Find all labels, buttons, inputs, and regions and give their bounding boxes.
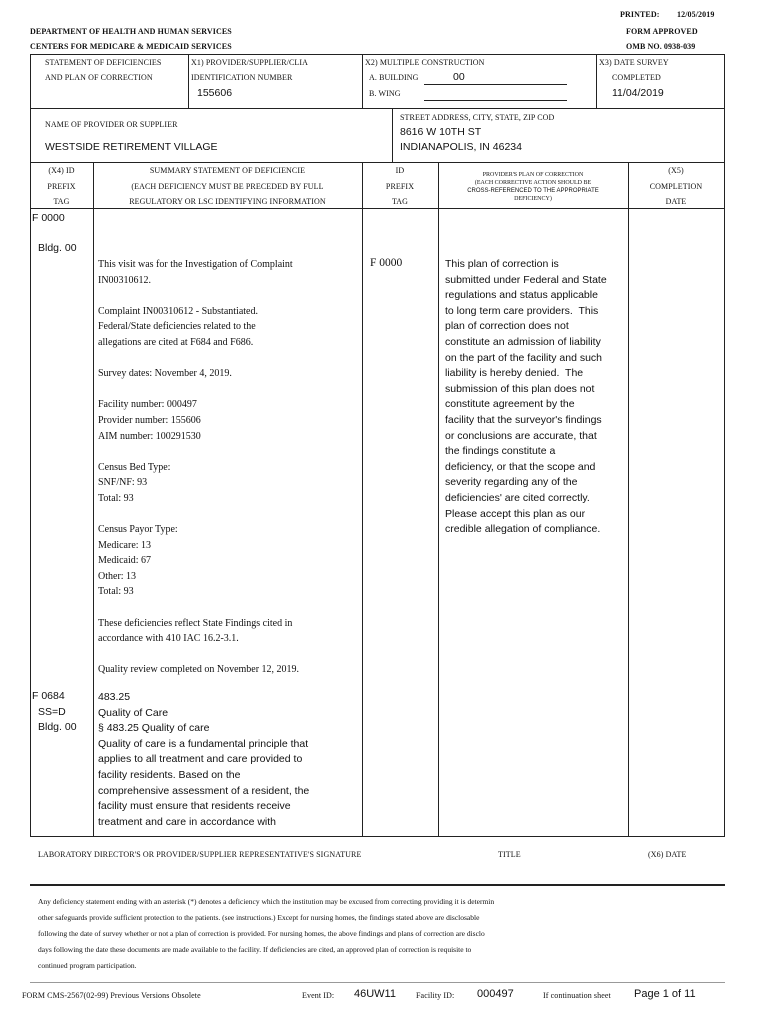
plan-line: submitted under Federal and State xyxy=(445,273,607,286)
plan-line: constitute agreement by the xyxy=(445,398,575,411)
disclaimer-line: Any deficiency statement ending with an asterisk (*) denotes a deficiency which the institution may be excused from correcting providing it is determin xyxy=(38,897,495,906)
plan-header-4: DEFICIENCY) xyxy=(514,196,552,202)
f684-line: Quality of care is a fundamental principle that xyxy=(98,737,309,750)
col-divider-plan xyxy=(438,162,439,836)
id-header-2: PREFIX xyxy=(385,182,415,191)
summary-header-3: REGULATORY OR LSC IDENTIFYING INFORMATION xyxy=(129,197,326,206)
x4-header-2: PREFIX xyxy=(47,182,76,191)
plan-line: or conclusions are accurate, that xyxy=(445,429,597,442)
x2-label: X2) MULTIPLE CONSTRUCTION xyxy=(365,58,485,67)
table-header-bottom-line xyxy=(30,208,725,209)
plan-line: the findings constitute a xyxy=(445,445,556,458)
building-underline xyxy=(424,84,567,85)
event-id-value: 46UW11 xyxy=(354,988,396,1000)
summary-line: Facility number: 000497 xyxy=(98,399,197,411)
x3-divider xyxy=(596,54,597,108)
f684-line: 483.25 xyxy=(98,691,131,703)
plan-tag-f0000: F 0000 xyxy=(370,257,403,269)
plan-line: regulations and status applicable xyxy=(445,289,598,302)
plan-line: plan of correction does not xyxy=(445,320,569,333)
provider-row-left-edge xyxy=(30,108,31,162)
summary-line: This visit was for the Investigation of Complaint xyxy=(98,259,293,270)
f684-line: facility must ensure that residents receive xyxy=(98,800,291,813)
summary-line: Quality review completed on November 12, 2019. xyxy=(98,664,300,676)
col-divider-id xyxy=(362,162,363,836)
col-divider-completion xyxy=(628,162,629,836)
building-value: 00 xyxy=(453,71,465,83)
summary-line: Total: 93 xyxy=(98,586,134,598)
provider-name-label: NAME OF PROVIDER OR SUPPLIER xyxy=(45,120,178,129)
wing-underline xyxy=(424,100,567,101)
department-title: DEPARTMENT OF HEALTH AND HUMAN SERVICES xyxy=(30,27,232,36)
tag-f0684: F 0684 xyxy=(32,690,65,702)
summary-line xyxy=(98,600,299,616)
table-bottom-line xyxy=(30,836,725,837)
table-header-top-line xyxy=(30,162,725,163)
address-line-2: INDIANAPOLIS, IN 46234 xyxy=(400,141,522,153)
f684-line: comprehensive assessment of a resident, the xyxy=(98,784,310,797)
x5-header-2: COMPLETION xyxy=(649,182,703,191)
plan-line: Please accept this plan as our xyxy=(445,507,586,520)
summary-line xyxy=(98,351,299,367)
summary-line: accordance with 410 IAC 16.2-3.1. xyxy=(98,633,239,645)
top-box-left-edge xyxy=(30,54,31,108)
summary-header-1: SUMMARY STATEMENT OF DEFICIENCIE xyxy=(149,166,306,175)
plan-line: This plan of correction is xyxy=(445,258,559,270)
facility-id-value: 000497 xyxy=(477,988,514,1000)
plan-line: constitute an admission of liability xyxy=(445,335,601,348)
summary-line: Census Payor Type: xyxy=(98,524,178,536)
title-label: TITLE xyxy=(498,850,521,859)
summary-line: SNF/NF: 93 xyxy=(98,477,148,489)
plan-line: submission of this plan does not xyxy=(445,382,595,395)
printed-date: 12/05/2019 xyxy=(677,10,715,19)
disclaimer-line: continued program participation. xyxy=(38,961,137,970)
address-label: STREET ADDRESS, CITY, STATE, ZIP COD xyxy=(400,113,555,122)
disclaimer-line: following the date of survey whether or not a plan of correction is provided. For nursing homes, the above findings and plans of correction are disclo xyxy=(38,929,485,938)
continuation-label: If continuation sheet xyxy=(543,991,611,1000)
form-approved: FORM APPROVED xyxy=(626,27,698,36)
f684-line: Quality of Care xyxy=(98,706,169,719)
x4-header-1: (X4) ID xyxy=(48,166,75,175)
f684-line: treatment and care in accordance with xyxy=(98,815,277,828)
plan-line: to long term care providers. This xyxy=(445,304,599,317)
tag-f0000: F 0000 xyxy=(32,212,65,224)
x3-label-1: X3) DATE SURVEY xyxy=(599,58,669,67)
survey-date-value: 11/04/2019 xyxy=(612,87,664,99)
tag-bldg-1: Bldg. 00 xyxy=(38,242,77,254)
summary-line: These deficiencies reflect State Findings cited in xyxy=(98,617,293,629)
centers-title: CENTERS FOR MEDICARE & MEDICAID SERVICES xyxy=(30,42,232,51)
signature-label: LABORATORY DIRECTOR'S OR PROVIDER/SUPPLIER REPRESENTATIVE'S SIGNATURE xyxy=(38,850,362,859)
summary-line: Census Bed Type: xyxy=(98,461,171,473)
omb-number: OMB NO. 0938-039 xyxy=(626,42,696,51)
disclaimer-line: days following the date these documents are made available to the facility. If deficiencies are cited, an approved plan of correction is requisite to xyxy=(38,945,472,954)
x2-divider xyxy=(362,54,363,108)
f684-line: applies to all treatment and care provided to xyxy=(98,753,303,766)
provider-name-value: WESTSIDE RETIREMENT VILLAGE xyxy=(45,141,218,153)
provider-id-value: 155606 xyxy=(197,87,233,99)
plan-line: liability is hereby denied. The xyxy=(445,367,584,380)
x5-header-3: DATE xyxy=(665,197,687,206)
plan-line: deficiencies' are cited correctly. xyxy=(445,491,590,504)
f684-line: § 483.25 Quality of care xyxy=(98,722,210,735)
signature-bottom-line xyxy=(30,884,725,886)
x1-label-2: IDENTIFICATION NUMBER xyxy=(191,73,293,82)
plan-line: severity regarding any of the xyxy=(445,476,578,489)
plan-text-block xyxy=(445,257,607,538)
top-box-line xyxy=(30,54,725,55)
provider-row-line xyxy=(30,108,725,109)
summary-line: Medicare: 13 xyxy=(98,539,152,551)
x5-header-1: (X5) xyxy=(668,166,684,175)
id-header-3: TAG xyxy=(391,197,409,206)
x3-label-2: COMPLETED xyxy=(612,73,661,82)
id-header-1: ID xyxy=(395,166,405,175)
summary-line xyxy=(98,647,299,663)
plan-line: deficiency, or that the scope and xyxy=(445,460,596,473)
f684-line: facility residents. Based on the xyxy=(98,768,241,781)
plan-header-2: (EACH CORRECTIVE ACTION SHOULD BE xyxy=(474,180,592,186)
plan-header-1: PROVIDER'S PLAN OF CORRECTION xyxy=(482,172,584,178)
event-id-label: Event ID: xyxy=(302,991,335,1000)
summary-header-2: (EACH DEFICIENCY MUST BE PRECEDED BY FULL xyxy=(131,182,324,191)
address-divider xyxy=(392,108,393,162)
disclaimer-block xyxy=(38,894,494,974)
col-divider-summary xyxy=(93,162,94,836)
disclaimer-line: other safeguards provide sufficient protection to the patients. (see instructions.) Except for nursing homes, the findings stated above are disclosable xyxy=(38,913,480,922)
building-label: A. BUILDING xyxy=(369,73,419,82)
summary-line: Complaint IN00310612 - Substantiated. xyxy=(98,305,258,317)
statement-label-1: STATEMENT OF DEFICIENCIES xyxy=(45,58,162,67)
summary-line: Other: 13 xyxy=(98,570,137,582)
summary-line: Total: 93 xyxy=(98,492,134,504)
summary-line: Survey dates: November 4, 2019. xyxy=(98,368,232,380)
address-line-1: 8616 W 10TH ST xyxy=(400,126,482,138)
x6-date-label: (X6) DATE xyxy=(648,850,687,859)
tag-ss: SS=D xyxy=(38,706,66,718)
summary-line xyxy=(98,444,299,460)
plan-line: credible allegation of compliance. xyxy=(445,523,601,536)
facility-id-label: Facility ID: xyxy=(416,991,455,1000)
summary-line: allegations are cited at F684 and F686. xyxy=(98,336,254,348)
statement-label-2: AND PLAN OF CORRECTION xyxy=(45,73,153,82)
plan-header-3: CROSS-REFERENCED TO THE APPROPRIATE xyxy=(467,188,599,194)
footer-separator xyxy=(30,982,725,983)
table-left-edge xyxy=(30,162,31,836)
x1-divider xyxy=(188,54,189,108)
page-indicator: Page 1 of 11 xyxy=(634,988,696,1000)
summary-line xyxy=(98,382,299,398)
summary-text-block xyxy=(98,257,299,678)
summary-line: Medicaid: 67 xyxy=(98,555,152,567)
tag-bldg-2: Bldg. 00 xyxy=(38,721,77,733)
summary-line: AIM number: 100291530 xyxy=(98,430,201,442)
wing-label: B. WING xyxy=(369,89,401,98)
printed-label: PRINTED: xyxy=(620,10,660,19)
plan-line: facility that the surveyor's findings xyxy=(445,413,602,426)
f684-text-block xyxy=(98,690,309,830)
summary-line: Federal/State deficiencies related to the xyxy=(98,321,256,333)
table-right-edge xyxy=(724,162,725,836)
summary-line xyxy=(98,507,299,523)
plan-line: on the part of the facility and such xyxy=(445,351,603,364)
x1-label-1: X1) PROVIDER/SUPPLIER/CLIA xyxy=(191,58,309,67)
form-number: FORM CMS-2567(02-99) Previous Versions Obsolete xyxy=(22,991,201,1000)
summary-line: Provider number: 155606 xyxy=(98,414,201,426)
summary-line xyxy=(98,288,299,304)
x4-header-3: TAG xyxy=(53,197,70,206)
summary-line: IN00310612. xyxy=(98,274,152,286)
